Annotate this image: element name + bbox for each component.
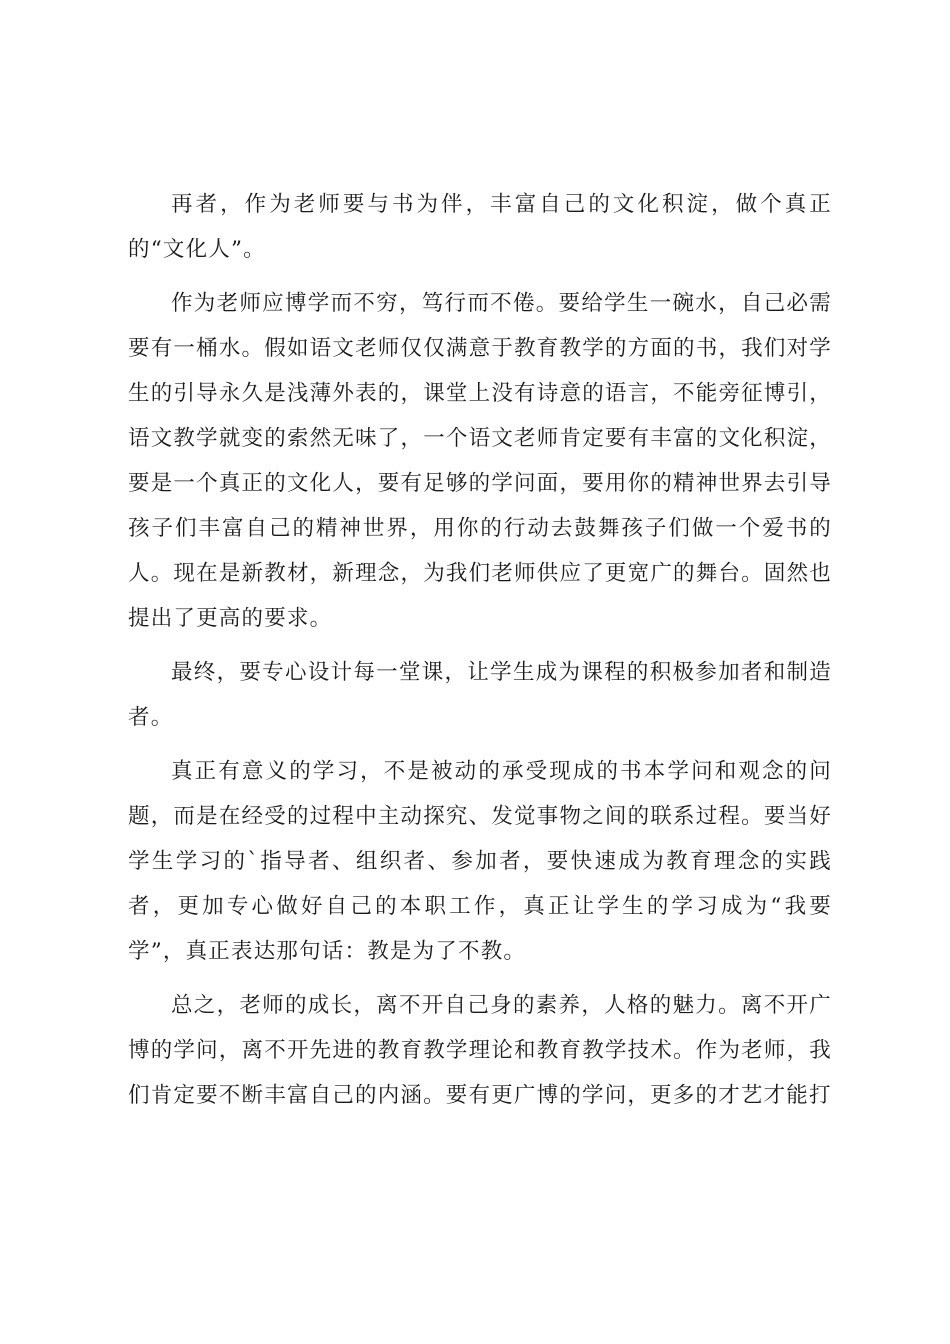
paragraph-lesson-design: 最终，要专心设计每一堂课，让学生成为课程的积极参加者和制造者。 <box>128 660 832 730</box>
document-body <box>128 182 832 1127</box>
paragraph-meaningful-learning: 真正有意义的学习，不是被动的承受现成的书本学问和观念的问题，而是在经受的过程中主动探究、发觉事物之间的联系过程。要当好学生学习的`指导者、组织者、参加者，要快速成为教育理念的实践者，更加专心做好自己的本职工作，真正让学生的学习成为“我要学”，真正表达那句话：教是为了不教。 <box>128 759 832 964</box>
paragraph-conclusion: 总之，老师的成长，离不开自己身的素养，人格的魅力。离不开广博的学问，离不开先进的教育教学理论和教育教学技术。作为老师，我们肯定要不断丰富自己的内涵。要有更广博的学问，更多的才艺才能打 <box>128 993 832 1108</box>
paragraph-erudition: 作为老师应博学而不穷，笃行而不倦。要给学生一碗水，自己必需要有一桶水。假如语文老师仅仅满意于教育教学的方面的书，我们对学生的引导永久是浅薄外表的，课堂上没有诗意的语言，不能旁征博引，语文教学就变的索然无味了，一个语文老师肯定要有丰富的文化积淀，要是一个真正的文化人，要有足够的学问面，要用你的精神世界去引导孩子们丰富自己的精神世界，用你的行动去鼓舞孩子们做一个爱书的人。现在是新教材，新理念，为我们老师供应了更宽广的舞台。固然也提出了更高的要求。 <box>128 291 832 631</box>
paragraph-culture-person: 再者，作为老师要与书为伴，丰富自己的文化积淀，做个真正的“文化人”。 <box>128 192 832 262</box>
